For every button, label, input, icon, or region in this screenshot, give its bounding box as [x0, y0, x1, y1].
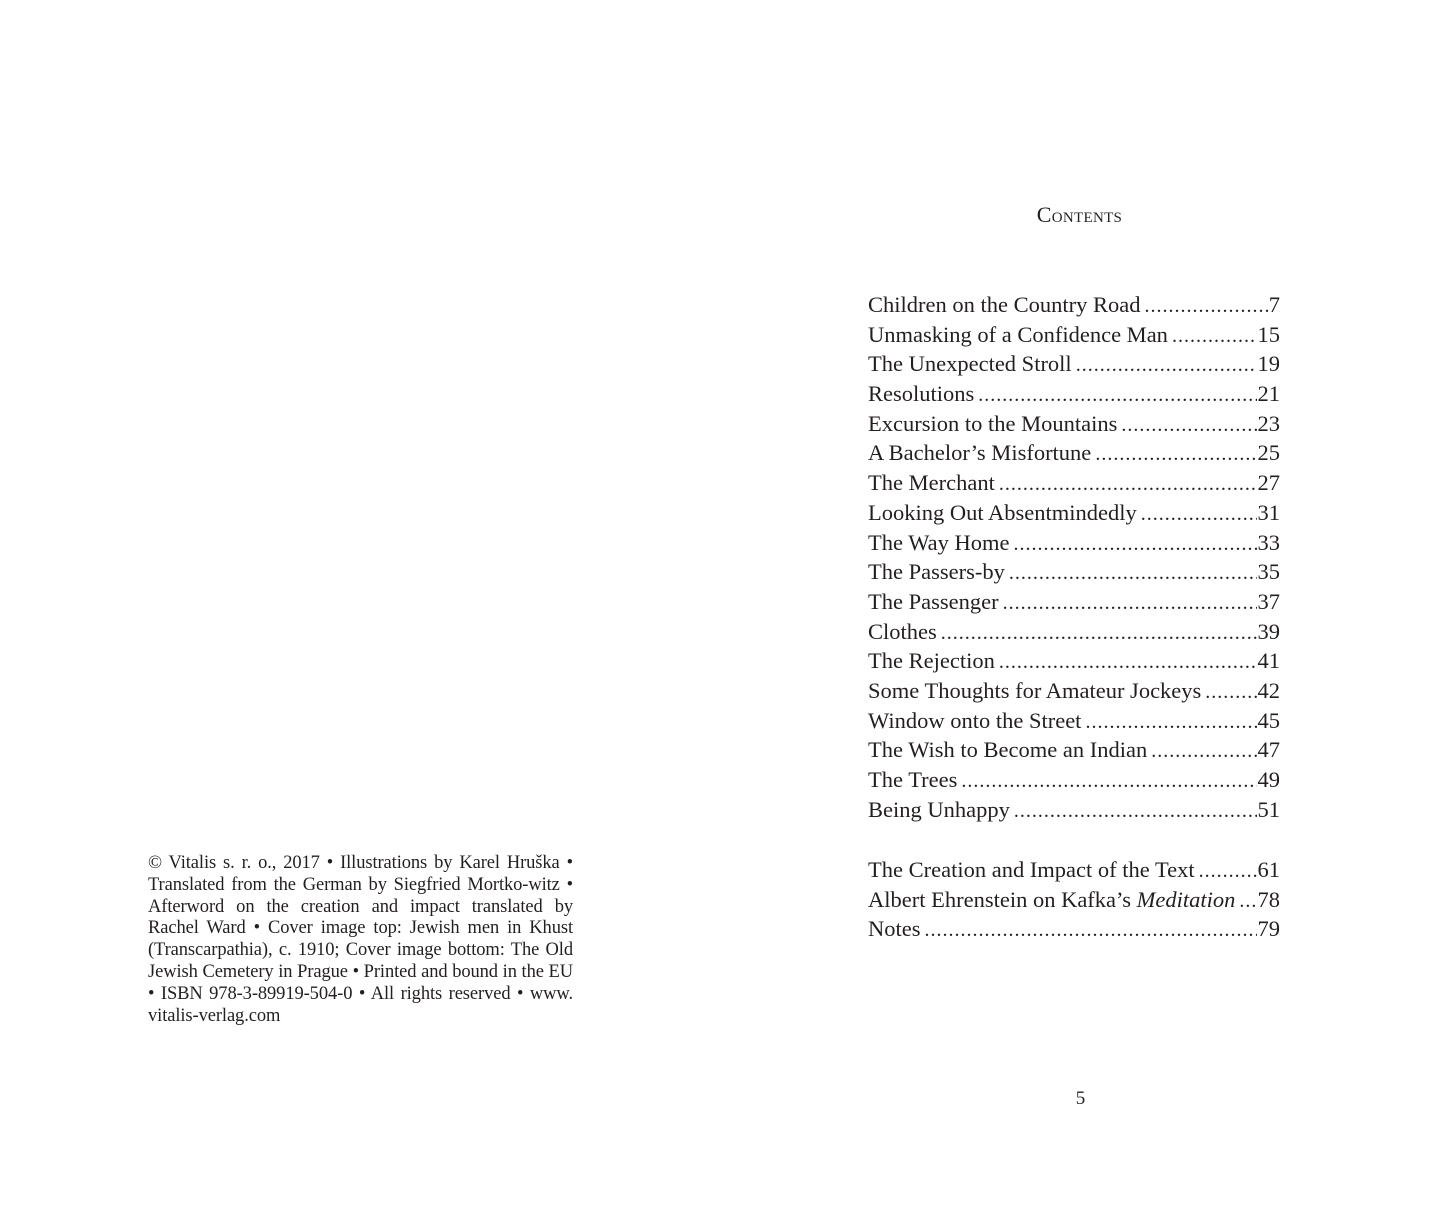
toc-entry — [868, 646, 1280, 676]
toc-entry — [868, 409, 1280, 439]
toc-entry-page: 25 — [1257, 440, 1280, 466]
toc-entry — [868, 676, 1280, 706]
toc-entry-title: The Wish to Become an Indian — [868, 737, 1148, 763]
toc-entry-title: Window onto the Street — [868, 707, 1082, 733]
right-page — [720, 0, 1441, 1211]
dot-leader — [999, 470, 1257, 500]
toc-entry-page: 39 — [1257, 618, 1280, 644]
toc-entry — [868, 468, 1280, 498]
toc-entry-page: 27 — [1257, 470, 1280, 496]
toc-entry-title: The Merchant — [868, 470, 995, 496]
toc-entry-title: Excursion to the Mountains — [868, 410, 1118, 436]
dot-leader — [1141, 500, 1257, 530]
dot-leader — [1003, 589, 1257, 619]
toc-entry-title: The Unexpected Stroll — [868, 351, 1072, 377]
toc-entry-title: Unmasking of a Confidence Man — [868, 321, 1168, 347]
dot-leader — [1013, 530, 1256, 560]
dot-leader — [1151, 737, 1256, 767]
dot-leader — [1076, 351, 1257, 381]
dot-leader — [1085, 708, 1256, 738]
toc-entry — [868, 617, 1280, 647]
toc-entry — [868, 498, 1280, 528]
toc-entry-page: 42 — [1257, 677, 1280, 703]
toc-entry — [868, 587, 1280, 617]
toc-entry-title-italic: Meditation — [1136, 886, 1236, 912]
contents-heading: Contents — [1036, 202, 1123, 227]
toc-entry — [868, 379, 1280, 409]
toc-entry-title: The Passers-by — [868, 559, 1005, 585]
toc-entry — [868, 290, 1280, 320]
toc-entry-title: Resolutions — [868, 381, 975, 407]
toc-entry-title: Being Unhappy — [868, 796, 1010, 822]
toc-entry-page: 7 — [1268, 292, 1280, 317]
toc-entry — [868, 557, 1280, 587]
dot-leader — [1199, 857, 1257, 887]
toc-entry-page: 79 — [1257, 916, 1280, 942]
toc-entry-page: 49 — [1257, 767, 1280, 792]
dot-leader — [1095, 440, 1256, 470]
dot-leader — [1205, 678, 1256, 708]
toc-entry — [868, 320, 1280, 350]
toc-entry — [868, 795, 1280, 825]
dot-leader — [961, 767, 1256, 797]
toc-entry — [868, 349, 1280, 379]
toc-entry-title: Notes — [868, 916, 921, 942]
toc-entry — [868, 855, 1280, 885]
dot-leader — [1144, 292, 1267, 322]
toc-entry — [868, 528, 1280, 558]
toc-entry-page: 21 — [1257, 381, 1280, 407]
dot-leader — [941, 619, 1257, 649]
toc-entry — [868, 706, 1280, 736]
dot-leader — [978, 381, 1256, 411]
dot-leader — [925, 916, 1257, 946]
toc-entry-title: Clothes — [868, 618, 937, 644]
toc-entry-title: Children on the Country Road — [868, 292, 1141, 317]
toc-entry-page: 19 — [1257, 351, 1280, 377]
imprint-text: © Vitalis s. r. o., 2017 • Illustrations by Karel Hruška • Translated from the German by Siegfried Mortko-witz • Afterword on the creation and impact translated by Rachel Ward • Cover image top: Jewish men in Khust (Transcarpathia), c. 1910; Cover image bottom: The Old Jewish Cemetery in Prague • Printed and bound in the EU • ISBN 978-3-89919-504-0 • All rights reserved • www. vitalis-verlag.com — [148, 853, 573, 1026]
dot-leader — [1009, 559, 1257, 589]
toc-entry-page: 35 — [1257, 559, 1280, 585]
toc-entry-page: 15 — [1257, 321, 1280, 347]
toc-entry-title: A Bachelor’s Misfortune — [868, 440, 1092, 466]
toc-entry-title: The Passenger — [868, 588, 999, 614]
dot-leader — [1239, 887, 1256, 917]
toc-entry — [868, 438, 1280, 468]
dot-leader — [999, 648, 1257, 678]
dot-leader — [1172, 322, 1257, 352]
table-of-contents — [868, 290, 1280, 824]
toc-entry-title — [868, 885, 1235, 915]
dot-leader — [1014, 797, 1257, 827]
table-of-contents-appendix — [868, 855, 1280, 944]
toc-entry — [868, 885, 1280, 915]
toc-entry-page: 78 — [1257, 886, 1280, 912]
toc-entry-title: Looking Out Absentmindedly — [868, 499, 1137, 525]
toc-entry-page: 37 — [1257, 588, 1280, 614]
toc-entry-title: The Rejection — [868, 648, 995, 674]
toc-entry-page: 33 — [1257, 529, 1280, 555]
toc-entry — [868, 735, 1280, 765]
toc-entry-page: 51 — [1257, 796, 1280, 822]
page-number: 5 — [1075, 1088, 1086, 1109]
toc-entry-title: Some Thoughts for Amateur Jockeys — [868, 677, 1202, 703]
toc-entry-page: 23 — [1257, 410, 1280, 436]
toc-entry-title: The Creation and Impact of the Text — [868, 857, 1195, 882]
toc-entry-title: The Way Home — [868, 529, 1010, 555]
left-page — [0, 0, 720, 1211]
toc-entry-page: 45 — [1257, 707, 1280, 733]
toc-entry-page: 47 — [1257, 737, 1280, 763]
dot-leader — [1121, 411, 1256, 441]
toc-entry-page: 41 — [1257, 648, 1280, 674]
toc-entry-title-prefix: Albert Ehrenstein on Kafka’s — [868, 886, 1132, 912]
toc-entry-page: 61 — [1257, 857, 1280, 882]
toc-entry — [868, 914, 1280, 944]
toc-entry-title: The Trees — [868, 767, 958, 792]
toc-entry — [868, 765, 1280, 795]
toc-entry-page: 31 — [1257, 499, 1280, 525]
